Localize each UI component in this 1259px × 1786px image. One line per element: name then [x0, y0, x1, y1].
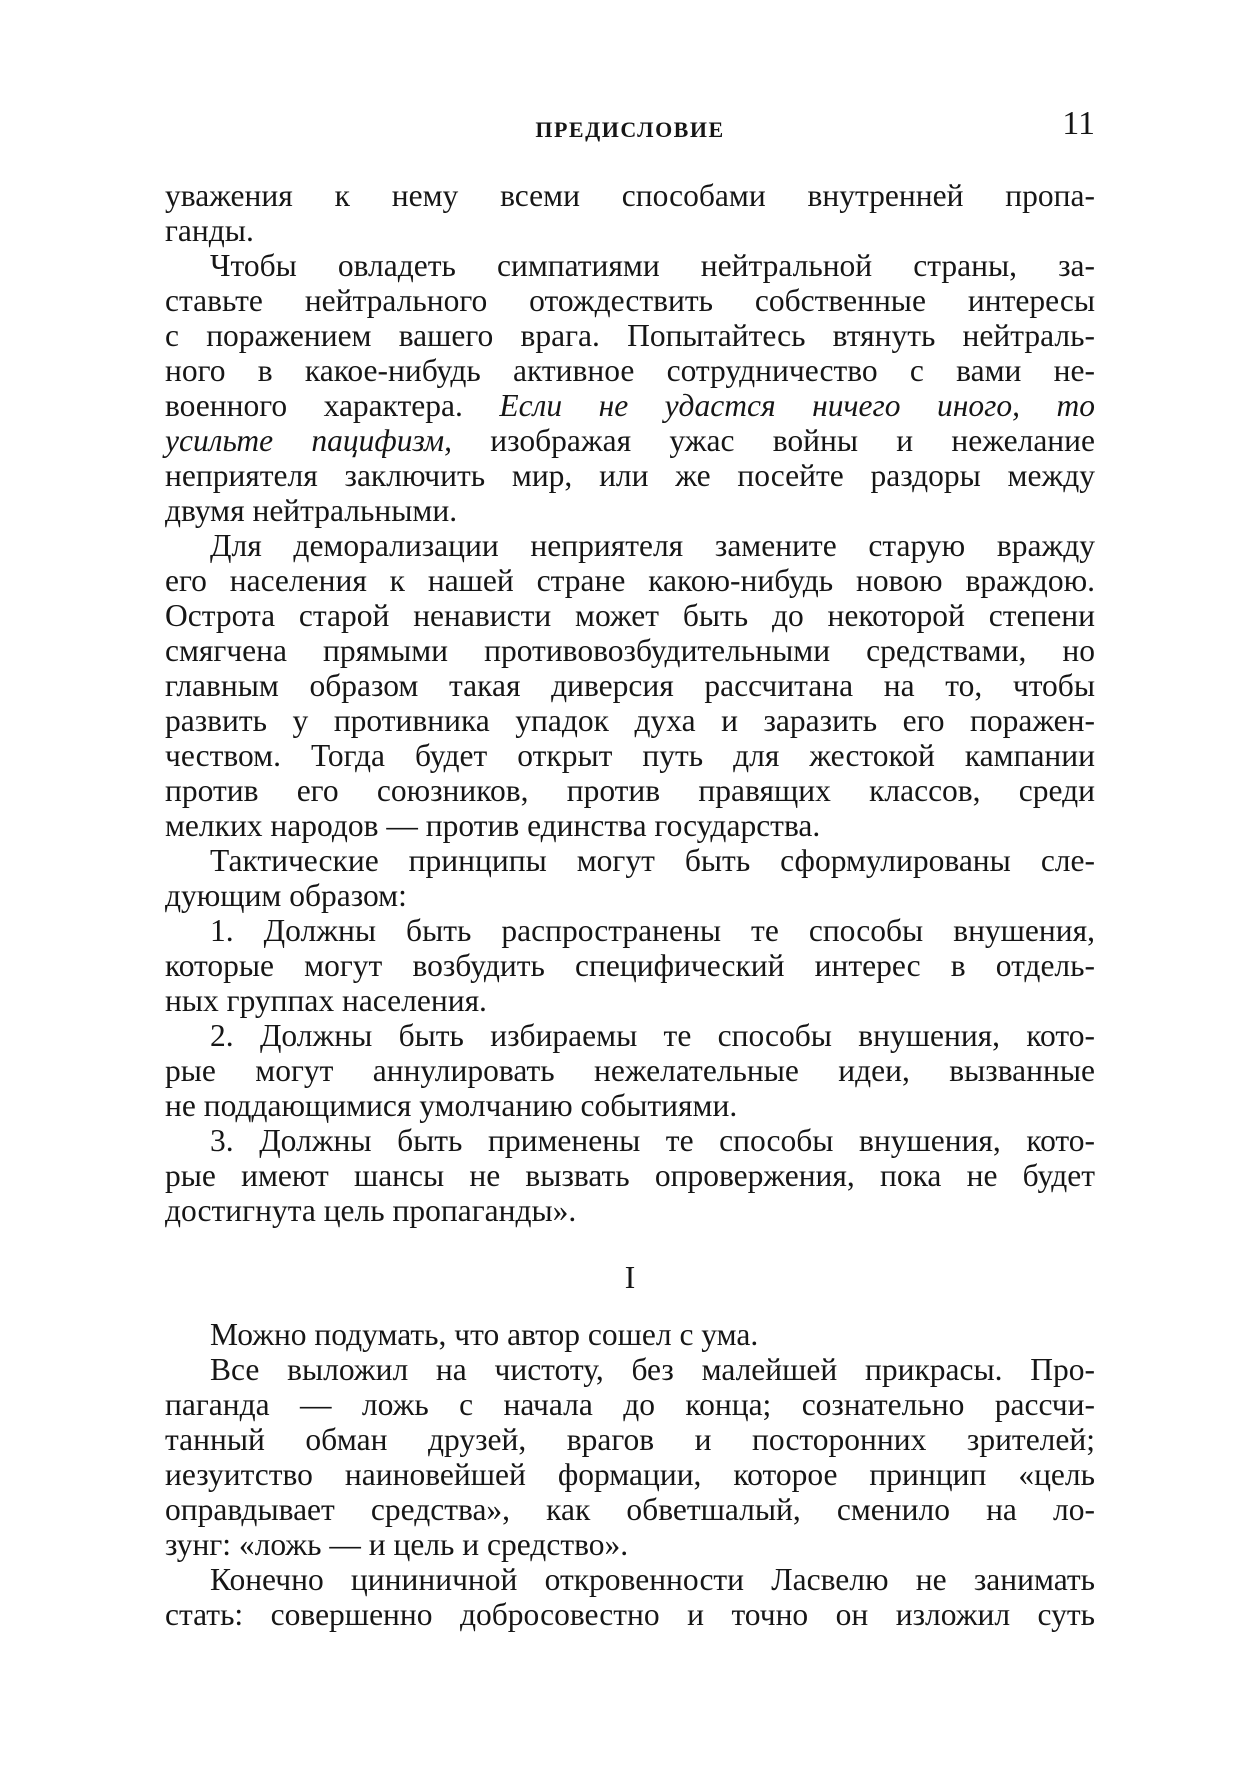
text-line: мелких народов — против единства государства. [165, 808, 821, 843]
text-line: уважения к нему всеми способами внутренней пропа- [165, 178, 1095, 213]
text-line: Для деморализации неприятеля замените старую вражду [210, 528, 1095, 563]
text-line: ганды. [165, 213, 254, 248]
text-line: Тактические принципы могут быть сформулированы сле- [210, 843, 1095, 878]
text-line: против его союзников, против правящих классов, среди [165, 773, 1095, 808]
text-line: зунг: «ложь — и цель и средство». [165, 1527, 629, 1562]
text-line: рые могут аннулировать нежелательные идеи, вызванные [165, 1053, 1095, 1088]
text-line: ных группах населения. [165, 983, 487, 1018]
text-line: чеством. Тогда будет открыт путь для жестокой кампании [165, 738, 1095, 773]
page-number: 11 [1062, 105, 1095, 142]
text-line: достигнута цель пропаганды». [165, 1193, 577, 1228]
running-head [165, 105, 1095, 155]
text-line: Можно подумать, что автор сошел с ума. [210, 1317, 759, 1352]
text-line: 3. Должны быть применены те способы внушения, кото- [210, 1123, 1095, 1158]
text-line: оправдывает средства», как обветшалый, сменило на ло- [165, 1492, 1095, 1527]
text-line: танный обман друзей, врагов и посторонних зрителей; [165, 1422, 1095, 1457]
text-line: стать: совершенно добросовестно и точно он изложил суть [165, 1597, 1095, 1632]
text-fragment: военного характера. [165, 388, 463, 423]
text-line: паганда — ложь с начала до конца; сознательно рассчи- [165, 1387, 1095, 1422]
italic-fragment: усильте пацифизм, [165, 423, 452, 458]
body-text [165, 178, 1095, 1632]
text-line: Чтобы овладеть симпатиями нейтральной страны, за- [210, 248, 1095, 283]
text-line: развить у противника упадок духа и заразить его поражен- [165, 703, 1095, 738]
text-line: не поддающимися умолчанию событиями. [165, 1088, 738, 1123]
italic-fragment: Если не удастся ничего иного, то [499, 388, 1095, 423]
text-line: главным образом такая диверсия рассчитана на то, чтобы [165, 668, 1095, 703]
text-line: двумя нейтральными. [165, 493, 458, 528]
text-line: иезуитство наиновейшей формации, которое принцип «цель [165, 1457, 1095, 1492]
text-line: его населения к нашей стране какою-нибудь новою враждою. [165, 563, 1095, 598]
text-line: Все выложил на чистоту, без малейшей прикрасы. Про- [210, 1352, 1095, 1387]
text-line: которые могут возбудить специфический интерес в отдель- [165, 948, 1095, 983]
text-line: рые имеют шансы не вызвать опровержения, пока не будет [165, 1158, 1095, 1193]
text-line: с поражением вашего врага. Попытайтесь втянуть нейтраль- [165, 318, 1095, 353]
text-line: ставьте нейтрального отождествить собственные интересы [165, 283, 1095, 318]
text-fragment: изображая ужас войны и нежелание [490, 423, 1095, 458]
text-line: Острота старой ненависти может быть до некоторой степени [165, 598, 1095, 633]
text-line: ного в какое-нибудь активное сотрудничество с вами не- [165, 353, 1095, 388]
section-heading: I [624, 1260, 636, 1295]
text-line: дующим образом: [165, 878, 407, 913]
text-line: смягчена прямыми противовозбудительными средствами, но [165, 633, 1095, 668]
text-line-mixed [165, 388, 1095, 423]
text-line-mixed [165, 423, 1095, 458]
running-title: ПРЕДИСЛОВИЕ [535, 117, 725, 142]
text-line: 1. Должны быть распространены те способы внушения, [210, 913, 1095, 948]
text-line: Конечно цининичной откровенности Ласвелю не занимать [210, 1562, 1095, 1597]
text-line: 2. Должны быть избираемы те способы внушения, кото- [210, 1018, 1095, 1053]
text-line: неприятеля заключить мир, или же посейте раздоры между [165, 458, 1095, 493]
